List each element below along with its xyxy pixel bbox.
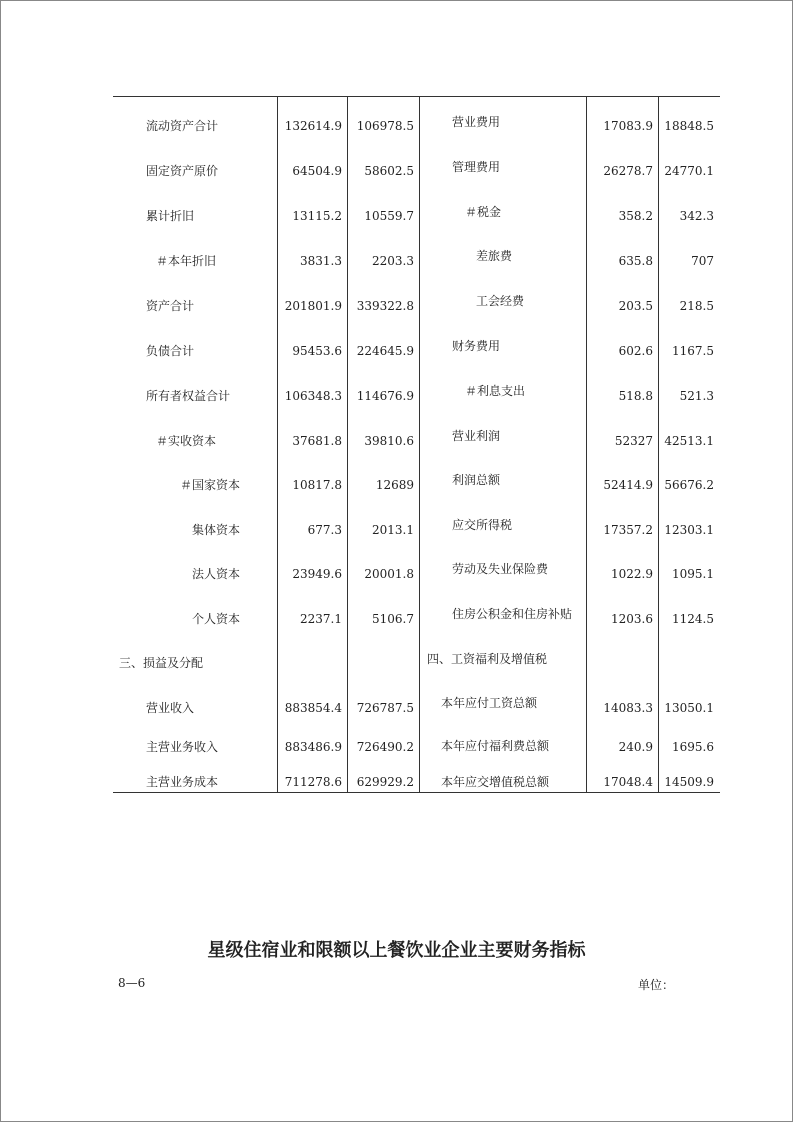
left-row-label: 流动资产合计 [146, 119, 219, 133]
left-row-value-2: 339322.8 [356, 299, 414, 313]
left-row-value-2: 114676.9 [356, 389, 414, 403]
left-row-label: ＃实收资本 [156, 434, 217, 448]
left-row-label: 三、损益及分配 [119, 656, 204, 670]
right-row-value-2: 1095.1 [672, 567, 714, 581]
left-row-label: 固定资产原价 [146, 164, 219, 178]
right-row-value-1: 26278.7 [603, 164, 653, 178]
left-row-value-1: 883854.4 [284, 701, 342, 715]
right-row-value-1: 602.6 [618, 344, 653, 358]
right-row-label: 财务费用 [452, 339, 501, 353]
right-row-label: 劳动及失业保险费 [452, 562, 549, 576]
right-row-value-1: 1203.6 [611, 612, 653, 626]
right-row-value-2: 42513.1 [664, 434, 714, 448]
left-row-value-2: 12689 [375, 478, 414, 492]
unit-label: 单位： [638, 978, 675, 992]
left-row-value-2: 629929.2 [356, 775, 414, 789]
right-row-value-1: 52414.9 [603, 478, 653, 492]
left-row-value-2: 106978.5 [356, 119, 414, 133]
right-row-value-2: 707 [691, 254, 714, 268]
right-row-label: ＃税金 [465, 205, 502, 219]
right-row-label: 四、工资福利及增值税 [427, 652, 548, 666]
right-row-label: 利润总额 [452, 473, 501, 487]
left-row-value-1: 711278.6 [284, 775, 342, 789]
right-row-value-1: 240.9 [618, 740, 653, 754]
left-row-value-2: 726490.2 [356, 740, 414, 754]
left-row-label: ＃国家资本 [180, 478, 241, 492]
left-row-label: 主营业务成本 [146, 775, 219, 789]
right-row-label: 工会经费 [476, 294, 525, 308]
left-row-label: 个人资本 [192, 612, 241, 626]
right-row-value-1: 203.5 [618, 299, 653, 313]
left-row-label: 负债合计 [146, 344, 195, 358]
right-row-value-1: 518.8 [618, 389, 653, 403]
right-row-value-1: 635.8 [618, 254, 653, 268]
left-row-value-1: 3831.3 [300, 254, 342, 268]
right-row-value-2: 342.3 [679, 209, 714, 223]
left-row-label: 集体资本 [192, 523, 241, 537]
left-row-value-2: 2203.3 [372, 254, 414, 268]
table-bottom-rule [113, 792, 720, 793]
right-row-value-1: 1022.9 [611, 567, 653, 581]
right-row-label: 营业利润 [452, 429, 501, 443]
column-divider [277, 96, 278, 793]
left-row-value-1: 37681.8 [292, 434, 342, 448]
right-row-label: 本年应交增值税总额 [441, 775, 550, 789]
left-row-value-2: 5106.7 [372, 612, 414, 626]
right-row-label: 营业费用 [452, 115, 501, 129]
column-divider [658, 96, 659, 793]
left-row-value-1: 106348.3 [284, 389, 342, 403]
right-row-label: 应交所得税 [452, 518, 513, 532]
left-row-value-1: 13115.2 [292, 209, 342, 223]
right-row-value-2: 521.3 [679, 389, 714, 403]
left-row-value-1: 201801.9 [284, 299, 342, 313]
right-row-value-2: 56676.2 [664, 478, 714, 492]
right-row-label: 差旅费 [476, 249, 513, 263]
column-divider [419, 96, 420, 793]
right-row-value-2: 13050.1 [664, 701, 714, 715]
right-row-value-2: 12303.1 [664, 523, 714, 537]
right-row-label: ＃利息支出 [465, 384, 526, 398]
right-row-value-2: 14509.9 [664, 775, 714, 789]
left-row-label: ＃本年折旧 [156, 254, 217, 268]
column-divider [586, 96, 587, 793]
left-row-label: 营业收入 [146, 701, 195, 715]
left-row-label: 主营业务收入 [146, 740, 219, 754]
left-row-value-1: 10817.8 [292, 478, 342, 492]
left-row-label: 资产合计 [146, 299, 195, 313]
column-divider [347, 96, 348, 793]
table-number: 8—6 [118, 976, 146, 990]
table-top-rule [113, 96, 720, 97]
right-row-value-2: 1167.5 [672, 344, 714, 358]
left-row-value-2: 2013.1 [372, 523, 414, 537]
right-row-value-1: 17357.2 [603, 523, 653, 537]
left-row-value-1: 677.3 [307, 523, 342, 537]
right-row-label: 本年应付工资总额 [441, 696, 538, 710]
right-row-label: 管理费用 [452, 160, 501, 174]
left-row-value-2: 39810.6 [364, 434, 414, 448]
right-row-value-2: 18848.5 [664, 119, 714, 133]
right-row-value-2: 218.5 [679, 299, 714, 313]
left-row-label: 所有者权益合计 [146, 389, 231, 403]
right-row-value-1: 17083.9 [603, 119, 653, 133]
left-row-value-2: 726787.5 [356, 701, 414, 715]
left-row-value-1: 23949.6 [292, 567, 342, 581]
left-row-value-1: 95453.6 [292, 344, 342, 358]
right-row-label: 住房公积金和住房补贴 [452, 607, 573, 621]
left-row-label: 累计折旧 [146, 209, 195, 223]
right-row-value-1: 358.2 [618, 209, 653, 223]
right-row-value-1: 52327 [614, 434, 653, 448]
left-row-value-2: 10559.7 [364, 209, 414, 223]
page-title: 星级住宿业和限额以上餐饮业企业主要财务指标 [207, 940, 586, 961]
left-row-value-2: 224645.9 [356, 344, 414, 358]
left-row-value-2: 58602.5 [364, 164, 414, 178]
left-row-value-1: 64504.9 [292, 164, 342, 178]
right-row-value-1: 14083.3 [603, 701, 653, 715]
right-row-value-2: 24770.1 [664, 164, 714, 178]
left-row-value-1: 2237.1 [300, 612, 342, 626]
right-row-label: 本年应付福利费总额 [441, 739, 550, 753]
left-row-value-2: 20001.8 [364, 567, 414, 581]
right-row-value-2: 1695.6 [672, 740, 714, 754]
left-row-label: 法人资本 [192, 567, 241, 581]
right-row-value-1: 17048.4 [603, 775, 653, 789]
financial-table [113, 96, 720, 793]
right-row-value-2: 1124.5 [672, 612, 714, 626]
left-row-value-1: 132614.9 [284, 119, 342, 133]
left-row-value-1: 883486.9 [284, 740, 342, 754]
